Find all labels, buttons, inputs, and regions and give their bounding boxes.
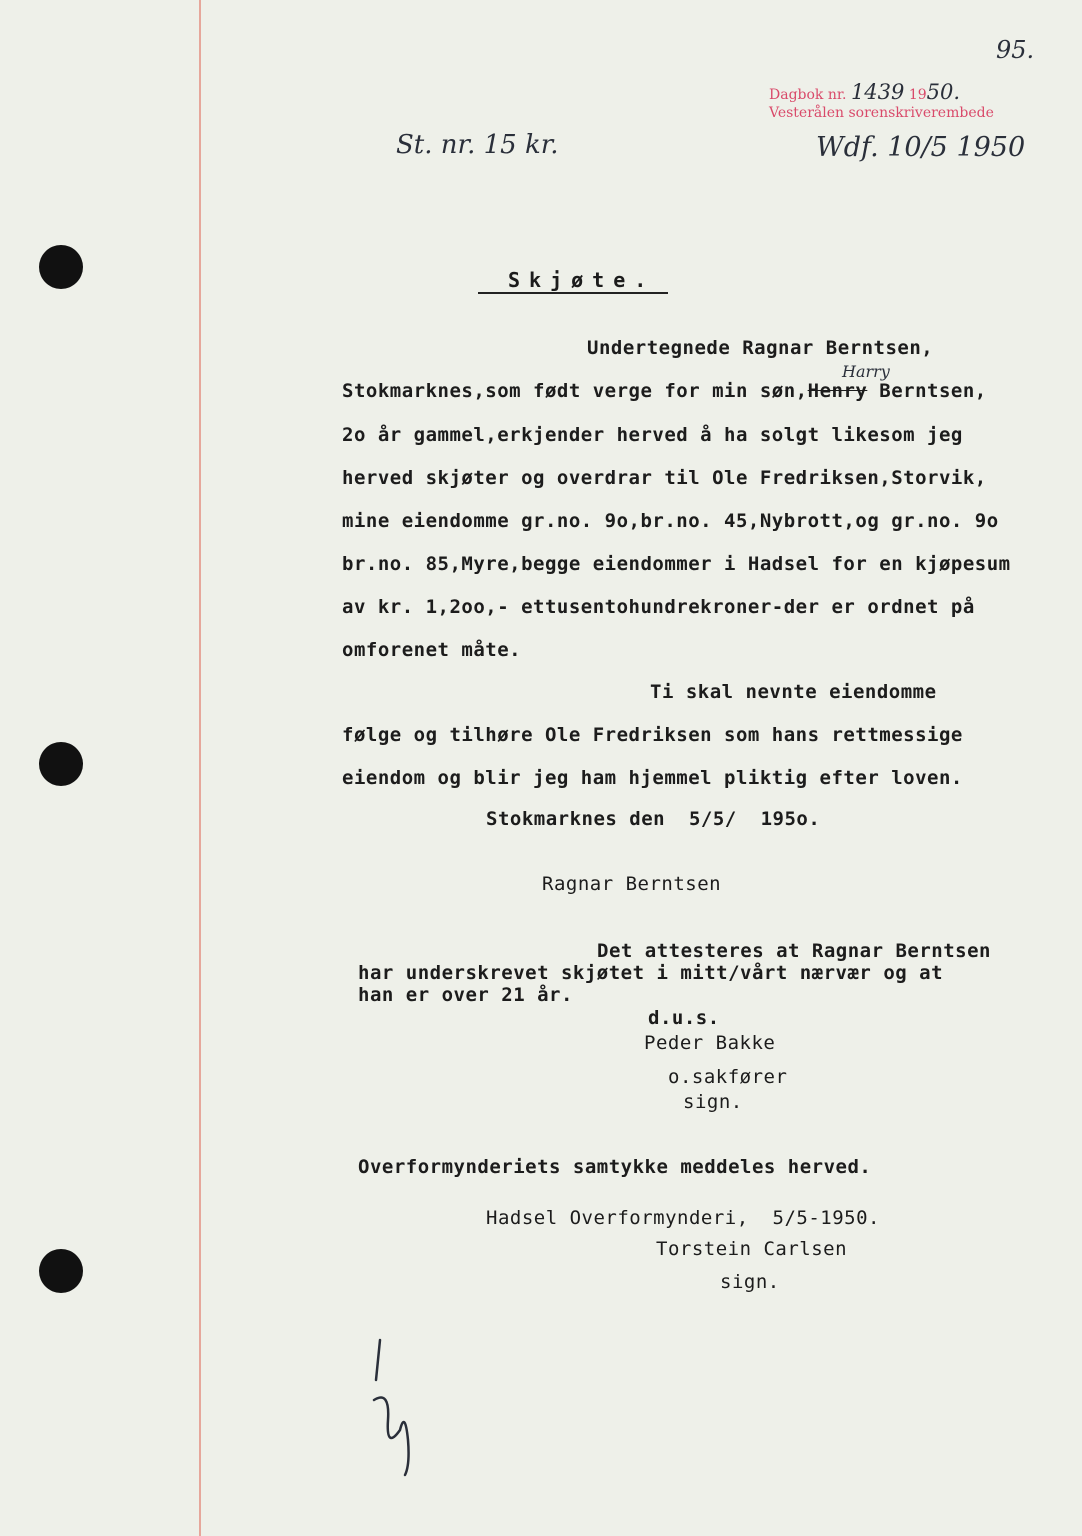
body-line: br.no. 85,Myre,begge eiendommer i Hadsel for en kjøpesum bbox=[342, 553, 1011, 575]
office-stamp: Vesterålen sorenskriverembede bbox=[769, 105, 994, 121]
handwritten-initials-icon bbox=[360, 1330, 440, 1480]
body-line bbox=[342, 380, 987, 402]
signer-name: Ragnar Berntsen bbox=[542, 873, 722, 895]
attest-role: o.sakfører bbox=[668, 1066, 788, 1088]
red-margin-line bbox=[199, 0, 201, 1536]
attest-sign: sign. bbox=[683, 1091, 743, 1113]
attest-dus: d.u.s. bbox=[648, 1007, 720, 1029]
note-top-right: Wdf. 10/5 1950 bbox=[816, 132, 1026, 163]
dagbok-label: Dagbok nr. bbox=[769, 87, 847, 103]
page-number: 95. bbox=[996, 36, 1035, 64]
year-prefix: 19 bbox=[908, 87, 927, 103]
body-text: Berntsen, bbox=[867, 380, 987, 402]
struck-name: Henry bbox=[807, 380, 868, 402]
body-line: herved skjøter og overdrar til Ole Fredriksen,Storvik, bbox=[342, 467, 987, 489]
consent-sign: sign. bbox=[720, 1271, 780, 1293]
body-line: omforenet måte. bbox=[342, 639, 522, 661]
title-underline bbox=[478, 292, 668, 294]
document-title: Skjøte. bbox=[508, 268, 656, 292]
body-line: Undertegnede Ragnar Berntsen, bbox=[587, 337, 934, 359]
dagbok-stamp bbox=[769, 80, 960, 104]
body-line: 2o år gammel,erkjender herved å ha solgt likesom jeg bbox=[342, 424, 963, 446]
body-line: Ti skal nevnte eiendomme bbox=[650, 681, 937, 703]
dagbok-number: 1439 bbox=[850, 80, 905, 104]
attest-name: Peder Bakke bbox=[644, 1032, 776, 1054]
attest-line: Det attesteres at Ragnar Berntsen bbox=[597, 940, 991, 962]
body-line: følge og tilhøre Ole Fredriksen som hans rettmessige bbox=[342, 724, 963, 746]
consent-name: Torstein Carlsen bbox=[656, 1238, 848, 1260]
attest-line: har underskrevet skjøtet i mitt/vårt nærvær og at bbox=[358, 962, 944, 984]
attest-line: han er over 21 år. bbox=[358, 984, 573, 1006]
handwritten-correction: Harry bbox=[842, 362, 890, 381]
body-line: eiendom og blir jeg ham hjemmel pliktig efter loven. bbox=[342, 767, 963, 789]
punch-hole bbox=[39, 1249, 83, 1293]
consent-line: Overformynderiets samtykke meddeles herved. bbox=[358, 1156, 872, 1178]
consent-place-date: Hadsel Overformynderi, 5/5-1950. bbox=[486, 1207, 880, 1229]
note-top-left: St. nr. 15 kr. bbox=[396, 130, 559, 160]
year-suffix: 50. bbox=[926, 80, 961, 104]
date-line: Stokmarknes den 5/5/ 195o. bbox=[486, 808, 821, 830]
body-text: Stokmarknes,som født verge for min søn, bbox=[342, 380, 808, 402]
punch-hole bbox=[39, 742, 83, 786]
body-line: av kr. 1,2oo,- ettusentohundrekroner-der er ordnet på bbox=[342, 596, 975, 618]
punch-hole bbox=[39, 245, 83, 289]
body-line: mine eiendomme gr.no. 9o,br.no. 45,Nybrott,og gr.no. 9o bbox=[342, 510, 999, 532]
